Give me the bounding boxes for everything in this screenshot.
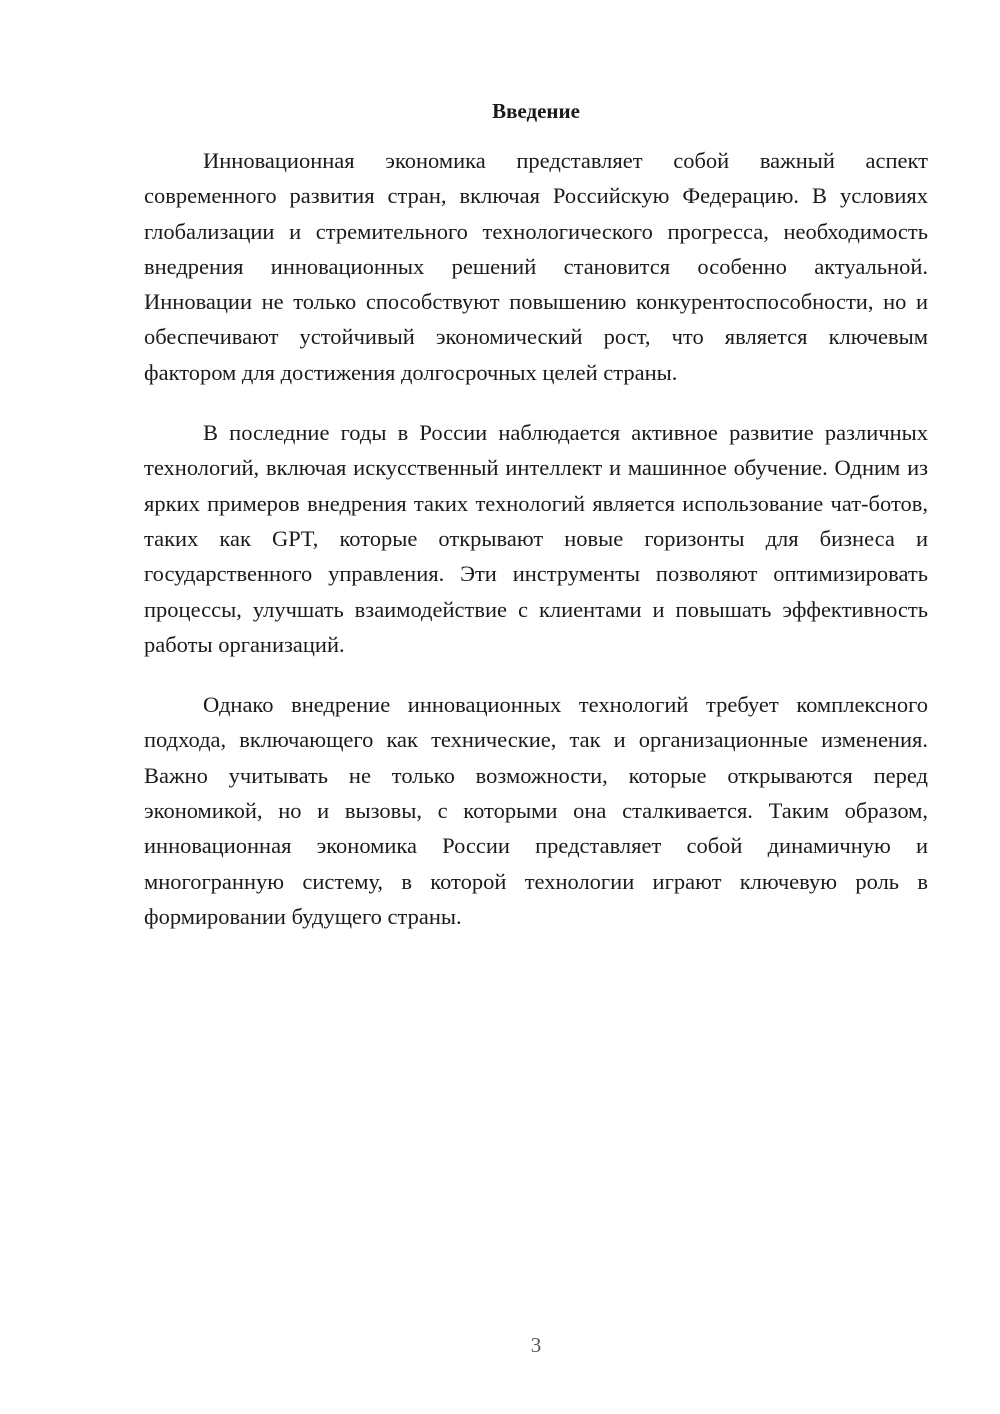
- paragraph-2: В последние годы в России наблюдается активное развитие различных технологий, включая искусственный интеллект и машинное обучение. Одним из ярких примеров внедрения таких технологий является использование чат-ботов, таких как GPT, которые открывают новые горизонты для бизнеса и государственного управления. Эти инструменты позволяют оптимизировать процессы, улучшать взаимодействие с клиентами и повышать эффективность работы организаций.: [144, 420, 928, 657]
- page-number: 3: [530, 1333, 542, 1357]
- paragraph-1: Инновационная экономика представляет собой важный аспект современного развития стран, включая Российскую Федерацию. В условиях глобализации и стремительного технологического прогресса, необходимость внедрения инновационных решений становится особенно актуальной. Инновации не только способствуют повышению конкурентоспособности, но и обеспечивают устойчивый экономический рост, что является ключевым фактором для достижения долгосрочных целей страны.: [144, 148, 928, 385]
- paragraph-3: Однако внедрение инновационных технологий требует комплексного подхода, включающего как технические, так и организационные изменения. Важно учитывать не только возможности, которые открываются перед экономикой, но и вызовы, с которыми она сталкивается. Таким образом, инновационная экономика России представляет собой динамичную и многогранную систему, в которой технологии играют ключевую роль в формировании будущего страны.: [144, 692, 928, 929]
- section-title: Введение: [492, 99, 580, 123]
- body-text: [144, 143, 928, 959]
